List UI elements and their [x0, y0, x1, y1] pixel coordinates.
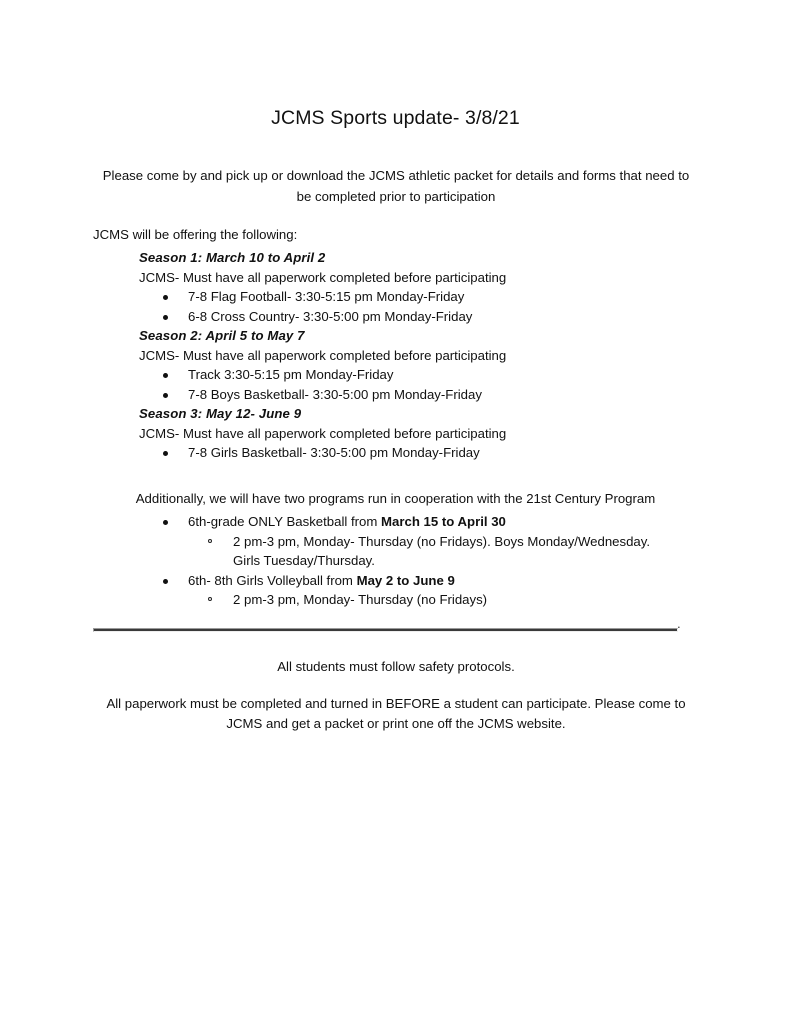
season-heading: Season 3: May 12- June 9	[139, 406, 302, 421]
program-sub-list	[188, 590, 703, 610]
season-note: JCMS- Must have all paperwork completed before participating	[139, 347, 507, 363]
list-item: 7-8 Girls Basketball- 3:30-5:00 pm Monday-Friday	[139, 443, 739, 463]
season-heading: Season 2: April 5 to May 7	[139, 328, 305, 343]
intro-paragraph: Please come by and pick up or download the JCMS athletic packet for details and forms that need to be completed prior to participation	[102, 168, 690, 205]
page-title: JCMS Sports update- 3/8/21	[271, 107, 520, 130]
season-group	[139, 404, 739, 463]
seasons-section	[139, 248, 739, 463]
program-label-prefix: 6th- 8th Girls Volleyball from	[188, 572, 357, 588]
safety-protocols-note: All students must follow safety protocols.	[277, 659, 515, 675]
list-item: 6-8 Cross Country- 3:30-5:00 pm Monday-Friday	[139, 307, 739, 327]
season-items-list	[139, 365, 739, 404]
season-note: JCMS- Must have all paperwork completed before participating	[139, 425, 507, 441]
program-label-prefix: 6th-grade ONLY Basketball from	[188, 514, 382, 529]
season-heading: Season 1: March 10 to April 2	[139, 250, 326, 265]
offering-line: JCMS will be offering the following:	[93, 227, 298, 243]
program-detail-line-wrap: Girls Tuesday/Thursday.	[233, 553, 375, 568]
program-date-range: March 15 to April 30	[381, 514, 506, 529]
season-note: JCMS- Must have all paperwork completed before participating	[139, 269, 507, 285]
list-item	[163, 512, 703, 571]
program-detail-line: 2 pm-3 pm, Monday- Thursday (no Fridays)	[233, 592, 488, 607]
season-items-list	[139, 443, 739, 463]
additionally-paragraph: Additionally, we will have two programs run in cooperation with the 21st Century Program	[135, 491, 656, 507]
century-programs-list	[163, 512, 703, 610]
horizontal-divider	[93, 628, 678, 632]
list-item: Track 3:30-5:15 pm Monday-Friday	[139, 365, 739, 385]
program-date-range: May 2 to June 9	[356, 572, 455, 588]
list-item: 7-8 Boys Basketball- 3:30-5:00 pm Monday-Friday	[139, 385, 739, 405]
paperwork-note: All paperwork must be completed and turned in BEFORE a student can participate. Please come to JCMS and get a packet or print one off the JCMS website.	[106, 696, 686, 732]
list-item	[188, 532, 703, 571]
program-sub-list	[188, 532, 703, 571]
list-item: 7-8 Flag Football- 3:30-5:15 pm Monday-Friday	[139, 287, 739, 307]
list-item	[188, 590, 703, 610]
season-group	[139, 248, 739, 326]
divider-trailing-period: .	[677, 616, 681, 631]
list-item	[163, 571, 703, 610]
season-items-list	[139, 287, 739, 326]
program-detail-line: 2 pm-3 pm, Monday- Thursday (no Fridays). Boys Monday/Wednesday.	[233, 533, 651, 549]
season-group	[139, 326, 739, 404]
